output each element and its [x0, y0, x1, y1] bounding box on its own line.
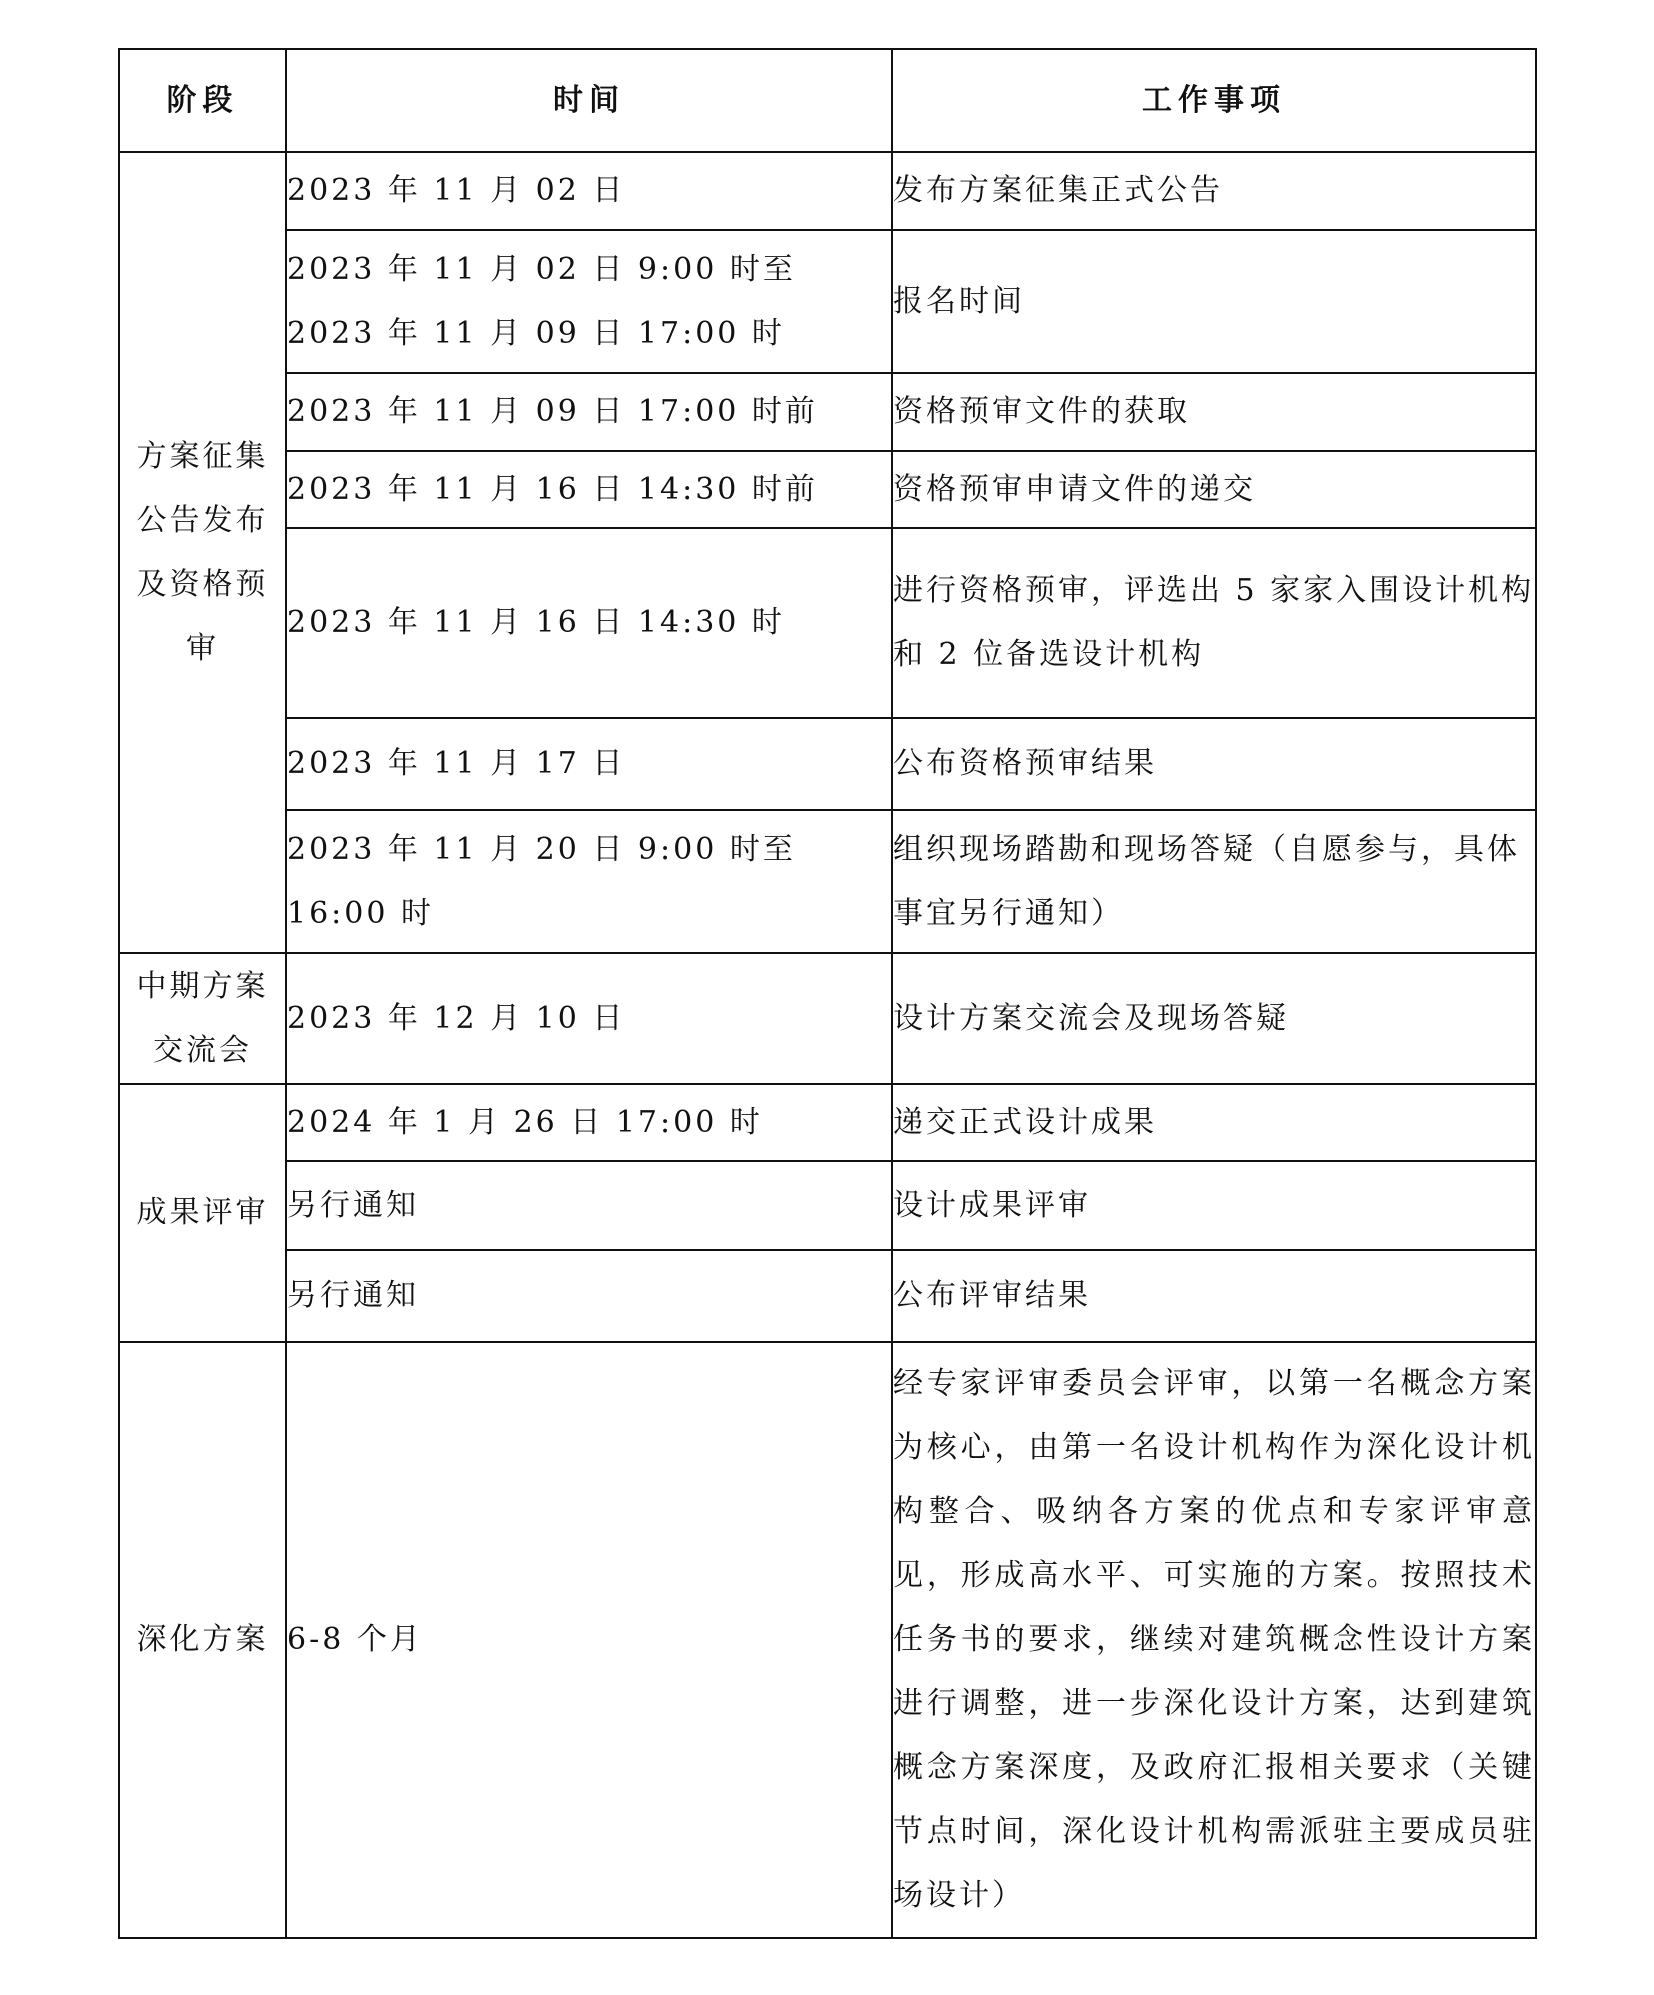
- table-row: [119, 152, 1536, 230]
- task-cell: 公布评审结果: [892, 1250, 1536, 1342]
- table-row: [119, 953, 1536, 1084]
- table-row: [119, 1342, 1536, 1938]
- header-row: [119, 49, 1536, 152]
- table-row: [119, 1084, 1536, 1161]
- header-stage: 阶段: [119, 49, 286, 152]
- task-cell: 设计方案交流会及现场答疑: [892, 953, 1536, 1084]
- task-cell: 经专家评审委员会评审，以第一名概念方案为核心，由第一名设计机构作为深化设计机构整合、吸纳各方案的优点和专家评审意见，形成高水平、可实施的方案。按照技术任务书的要求，继续对建筑概念性设计方案进行调整，进一步深化设计方案，达到建筑概念方案深度，及政府汇报相关要求（关键节点时间，深化设计机构需派驻主要成员驻场设计）: [892, 1342, 1536, 1938]
- time-cell: 2023 年 11 月 02 日 9:00 时至 2023 年 11 月 09 日 17:00 时: [286, 230, 892, 373]
- table-row: [119, 1161, 1536, 1250]
- table-row: [119, 451, 1536, 528]
- time-cell: 2023 年 11 月 02 日: [286, 152, 892, 230]
- table-row: [119, 718, 1536, 810]
- task-cell: 发布方案征集正式公告: [892, 152, 1536, 230]
- task-cell: 递交正式设计成果: [892, 1084, 1536, 1161]
- header-time: 时间: [286, 49, 892, 152]
- time-cell: 2023 年 11 月 20 日 9:00 时至 16:00 时: [286, 810, 892, 953]
- time-cell: 2024 年 1 月 26 日 17:00 时: [286, 1084, 892, 1161]
- time-cell: 2023 年 11 月 09 日 17:00 时前: [286, 373, 892, 451]
- schedule-table: [118, 48, 1537, 1939]
- table-row: [119, 1250, 1536, 1342]
- time-cell: 另行通知: [286, 1161, 892, 1250]
- time-cell: 6-8 个月: [286, 1342, 892, 1938]
- table-row: [119, 373, 1536, 451]
- table-row: [119, 528, 1536, 718]
- time-cell: 2023 年 12 月 10 日: [286, 953, 892, 1084]
- stage-cell: 成果评审: [119, 1084, 286, 1342]
- task-cell: 公布资格预审结果: [892, 718, 1536, 810]
- task-cell: 报名时间: [892, 230, 1536, 373]
- time-cell: 另行通知: [286, 1250, 892, 1342]
- time-cell: 2023 年 11 月 16 日 14:30 时: [286, 528, 892, 718]
- task-cell: 进行资格预审，评选出 5 家家入围设计机构和 2 位备选设计机构: [892, 528, 1536, 718]
- time-cell: 2023 年 11 月 16 日 14:30 时前: [286, 451, 892, 528]
- task-cell: 资格预审申请文件的递交: [892, 451, 1536, 528]
- stage-cell: 深化方案: [119, 1342, 286, 1938]
- task-cell: 设计成果评审: [892, 1161, 1536, 1250]
- table-row: [119, 230, 1536, 373]
- table-row: [119, 810, 1536, 953]
- task-cell: 资格预审文件的获取: [892, 373, 1536, 451]
- task-cell: 组织现场踏勘和现场答疑（自愿参与，具体事宜另行通知）: [892, 810, 1536, 953]
- stage-cell: 方案征集公告发布及资格预审: [119, 152, 286, 953]
- header-task: 工作事项: [892, 49, 1536, 152]
- stage-cell: 中期方案交流会: [119, 953, 286, 1084]
- time-cell: 2023 年 11 月 17 日: [286, 718, 892, 810]
